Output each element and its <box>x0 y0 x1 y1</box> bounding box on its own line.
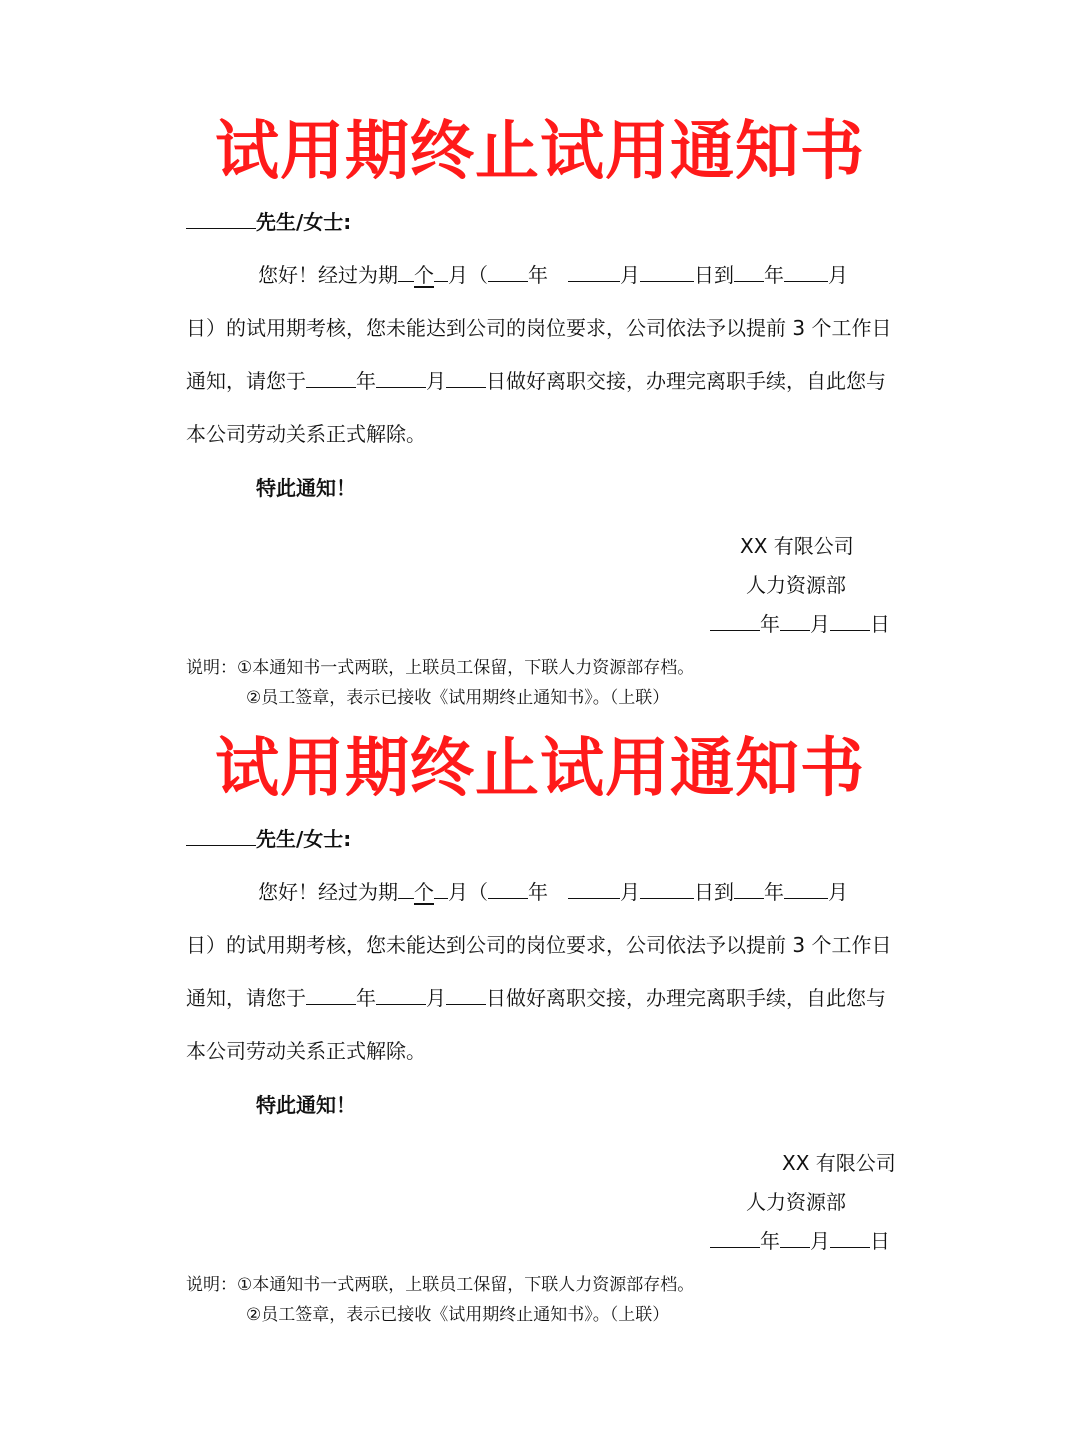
body-text: 月（ <box>448 263 488 287</box>
body-line-2: 日）的试用期考核，您未能达到公司的岗位要求，公司依法予以提前 3 个工作日 <box>186 316 892 340</box>
body-line-3 <box>186 367 886 395</box>
signature-date <box>710 1227 890 1255</box>
company-name: XX 有限公司 <box>740 534 854 558</box>
body-text: 您好！经过为期 <box>258 263 398 287</box>
body-line-1 <box>258 261 848 289</box>
date-month: 月 <box>810 612 830 636</box>
start-year-blank[interactable] <box>488 261 528 282</box>
salutation <box>186 825 351 853</box>
end-month-blank[interactable] <box>784 261 828 282</box>
body-text: 日做好离职交接，办理完离职手续，自此您与 <box>486 369 886 393</box>
note-line-1: 说明：①本通知书一式两联，上联员工保留，下联人力资源部存档。 <box>186 1275 695 1295</box>
salutation <box>186 208 351 236</box>
sign-day-blank[interactable] <box>830 1227 870 1248</box>
leave-month-blank[interactable] <box>376 367 426 388</box>
notice-lower <box>0 617 1080 1325</box>
closing-text: 特此通知！ <box>256 476 356 500</box>
body-line-1 <box>258 878 848 906</box>
notice-title: 试用期终止试用通知书 <box>215 115 865 189</box>
start-month-blank[interactable] <box>568 878 620 899</box>
name-blank[interactable] <box>186 208 256 229</box>
body-text: 月 <box>620 880 640 904</box>
notice-upper <box>0 0 1080 708</box>
body-text: 通知，请您于 <box>186 986 306 1010</box>
note-line-1: 说明：①本通知书一式两联，上联员工保留，下联人力资源部存档。 <box>186 658 695 678</box>
start-month-blank[interactable] <box>568 261 620 282</box>
note-line-2: ②员工签章，表示已接收《试用期终止通知书》。（上联） <box>246 688 670 708</box>
date-day: 日 <box>870 612 890 636</box>
start-day-blank[interactable] <box>640 878 694 899</box>
body-text: 月 <box>620 263 640 287</box>
body-line-2: 日）的试用期考核，您未能达到公司的岗位要求，公司依法予以提前 3 个工作日 <box>186 933 892 957</box>
body-line-4: 本公司劳动关系正式解除。 <box>186 422 426 446</box>
name-blank[interactable] <box>186 825 256 846</box>
leave-day-blank[interactable] <box>446 984 486 1005</box>
leave-month-blank[interactable] <box>376 984 426 1005</box>
leave-day-blank[interactable] <box>446 367 486 388</box>
leave-year-blank[interactable] <box>306 367 356 388</box>
date-day: 日 <box>870 1229 890 1253</box>
body-line-4: 本公司劳动关系正式解除。 <box>186 1039 426 1063</box>
body-text: 您好！经过为期 <box>258 880 398 904</box>
body-text: 日到 <box>694 263 734 287</box>
period-blank[interactable] <box>398 261 414 282</box>
start-day-blank[interactable] <box>640 261 694 282</box>
department-name: 人力资源部 <box>746 1190 846 1214</box>
period-blank-2[interactable] <box>434 878 448 899</box>
body-text: 月 <box>426 369 446 393</box>
sign-year-blank[interactable] <box>710 1227 760 1248</box>
sign-month-blank[interactable] <box>780 1227 810 1248</box>
body-text: 年 <box>528 880 548 904</box>
company-name: XX 有限公司 <box>782 1151 896 1175</box>
body-line-3 <box>186 984 886 1012</box>
body-text: 日到 <box>694 880 734 904</box>
salutation-text: 先生/女士: <box>256 827 352 851</box>
period-unit: 个 <box>414 263 434 287</box>
body-text: 年 <box>764 880 784 904</box>
body-text: 月 <box>426 986 446 1010</box>
body-text: 年 <box>356 369 376 393</box>
end-year-blank[interactable] <box>734 878 764 899</box>
end-month-blank[interactable] <box>784 878 828 899</box>
date-year: 年 <box>760 1229 780 1253</box>
period-unit: 个 <box>414 880 434 904</box>
note-line-2: ②员工签章，表示已接收《试用期终止通知书》。（上联） <box>246 1305 670 1325</box>
body-text: 月 <box>828 880 848 904</box>
body-text: 年 <box>528 263 548 287</box>
body-text: 通知，请您于 <box>186 369 306 393</box>
body-text: 月 <box>828 263 848 287</box>
start-year-blank[interactable] <box>488 878 528 899</box>
period-blank-2[interactable] <box>434 261 448 282</box>
body-text: 年 <box>764 263 784 287</box>
leave-year-blank[interactable] <box>306 984 356 1005</box>
closing-text: 特此通知！ <box>256 1093 356 1117</box>
date-year: 年 <box>760 612 780 636</box>
notice-title: 试用期终止试用通知书 <box>215 732 865 806</box>
end-year-blank[interactable] <box>734 261 764 282</box>
department-name: 人力资源部 <box>746 573 846 597</box>
body-text: 年 <box>356 986 376 1010</box>
salutation-text: 先生/女士: <box>256 210 352 234</box>
body-text: 日做好离职交接，办理完离职手续，自此您与 <box>486 986 886 1010</box>
date-month: 月 <box>810 1229 830 1253</box>
body-text: 月（ <box>448 880 488 904</box>
period-blank[interactable] <box>398 878 414 899</box>
